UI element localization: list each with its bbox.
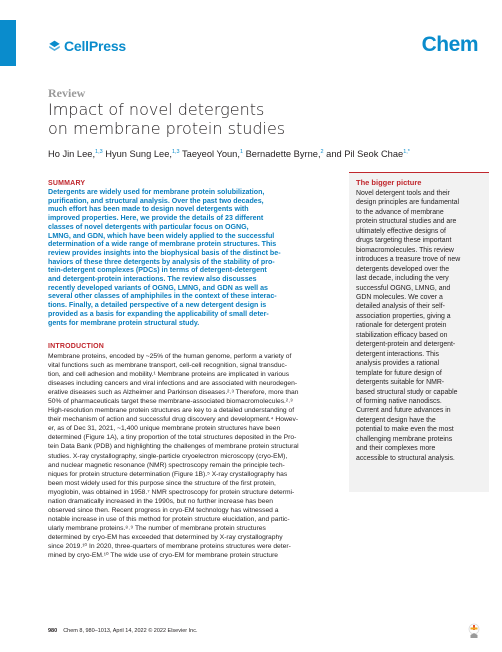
introduction-line: determined by cryo-EM has exceeded that determined by X-ray crystallography (48, 533, 283, 541)
bigger-picture-line: template for future design of (356, 369, 442, 377)
introduction-line: mined by cryo-EM.¹⁰ The wide use of cryo-EM for membrane protein structure (48, 552, 279, 560)
summary-line: determination of a wide range of membrane protein structures. This (48, 240, 277, 249)
introduction-line: diseases including cancers and viral infections and are associated with neurodegen- (48, 380, 298, 388)
page-number: 980 (48, 628, 58, 634)
introduction-line: niques for protein structure determination (Figure 1B).⁵ X-ray crystallography has (48, 470, 288, 478)
introduction-line: and nuclear magnetic resonance (NMR) spectroscopy remain the principle tech- (48, 461, 285, 469)
author[interactable]: Ho Jin Lee,$^{1,3}$ (48, 149, 103, 160)
bigger-picture-line: detergent design have the (356, 416, 436, 424)
introduction-line: er, as of Dec 31, 2021, ~1,400 unique membrane protein structures have been (48, 425, 281, 433)
summary-line: tions. Finally, a detailed perspective of a new detergent design is (48, 301, 267, 310)
author-list (48, 149, 488, 159)
publisher-logo[interactable] (48, 38, 126, 54)
author[interactable]: Bernadette Byrne,$^2$ (243, 149, 324, 160)
introduction-line: studies. X-ray crystallography, single-particle cryoelectron microscopy (cryo-EM), (48, 452, 288, 460)
bigger-picture-line: successful OGNG, LMNG, and (356, 284, 451, 292)
introduction-heading: INTRODUCTION (48, 343, 105, 350)
introduction-text (48, 352, 339, 560)
bigger-picture-line: accessible to structural analysis. (356, 454, 455, 462)
article-type: Review (48, 86, 86, 100)
summary-line: haviors of these three detergents by analysis of the stability of pro- (48, 257, 275, 266)
bigger-picture-line: to the advance of membrane (356, 208, 444, 216)
bigger-picture-line: stabilization efficacy based on (356, 331, 448, 339)
introduction-line: nation dramatically increased in the 1990s, but no further increase has been (48, 497, 273, 505)
introduction-line: Membrane proteins, encoded by ~25% of the human genome, perform a variety of (48, 353, 292, 360)
introduction-line: erative diseases such as Alzheimer and Parkinson diseases.²˒³ Therefore, more than (48, 389, 299, 397)
summary-line: Detergents are widely used for membrane protein solubilization, (48, 188, 265, 196)
summary-line: LMNG, and GDN, which have been widely applied to the successful (48, 231, 275, 240)
introduction-line: vital functions such as membrane transport, cell-cell recognition, signal transduc- (48, 362, 288, 370)
summary-text (48, 188, 339, 327)
bigger-picture-line: detergent interactions. This (356, 350, 439, 358)
article-title (48, 100, 448, 138)
bigger-picture-heading: The bigger picture (356, 178, 422, 187)
bigger-picture-line: biomacromolecules. This review (356, 246, 454, 254)
bigger-picture-line: association properties, giving a (356, 312, 451, 320)
introduction-line: tion, and cell adhesion and mobility.¹ Membrane proteins are implicated in various (48, 371, 290, 379)
summary-line: recently developed variants of OGNG, LMNG, and GDN as well as (48, 283, 268, 292)
bigger-picture-line: potential to make even the most (356, 426, 454, 434)
crossmark-icon[interactable] (468, 623, 480, 639)
cellpress-icon (48, 40, 61, 53)
author[interactable]: Taeyeol Youn,$^1$ (179, 149, 243, 160)
bigger-picture-line: and their complexes more (356, 445, 436, 453)
introduction-line: myoglobin, was obtained in 1958.⁷ NMR spectroscopy for protein structure determi- (48, 488, 295, 496)
bigger-picture-line: GDN molecules. We cover a (356, 293, 443, 301)
title-line: Impact of novel detergents (48, 100, 265, 119)
bigger-picture-line: design principles are fundamental (356, 199, 460, 207)
author[interactable]: and Pil Seok Chae$^{1,*}$ (323, 149, 410, 160)
introduction-line: ularly membrane proteins.⁸˒⁹ The number of membrane protein structures (48, 524, 266, 532)
bigger-picture-line: analysis provides a rational (356, 360, 440, 368)
bigger-picture-text (356, 189, 486, 463)
bigger-picture-line: detailed analysis of their self- (356, 303, 445, 311)
bigger-picture-line: detergents developed over the (356, 265, 450, 273)
introduction-line: notable increase in use of this method for protein structure elucidation, and partic- (48, 515, 290, 523)
summary-line: gents for membrane protein structural study. (48, 318, 200, 327)
summary-line: several other classes of amphiphiles in the context of these interac- (48, 292, 277, 301)
author[interactable]: Hyun Sung Lee,$^{1,3}$ (102, 149, 180, 160)
bigger-picture-line: last decade, including the very (356, 275, 449, 283)
summary-line: and detergent-protein interactions. The review also discusses (48, 275, 257, 284)
bigger-picture-line: protein structural studies and are (356, 218, 457, 226)
journal-logo[interactable]: Chem (421, 33, 478, 56)
introduction-line: been most widely used for this purpose since the structure of the first protein, (48, 479, 276, 487)
bigger-picture-line: detergent-protein and detergent- (356, 341, 456, 349)
introduction-line: their mechanism of action and successful drug discovery and development.⁴ Howev- (48, 416, 299, 424)
bigger-picture-line: of forming native nanodiscs. (356, 397, 442, 405)
summary-line: classes of novel detergents with particular focus on OGNG, (48, 222, 249, 231)
introduction-line: 50% of pharmaceuticals target these membrane-associated biomacromolecules.²˒³ (48, 398, 293, 406)
summary-line: much effort has been made to design novel detergents with (48, 205, 249, 214)
bigger-picture-line: Current and future advances in (356, 407, 451, 415)
introduction-line: since 2019.¹⁰ In 2020, three-quarters of membrane proteins structures were deter- (48, 542, 291, 550)
summary-line: provided as a basis for expanding the applicability of small deter- (48, 309, 269, 318)
brand-tab (0, 20, 16, 66)
publisher-name: CellPress (64, 38, 127, 54)
introduction-line: High-resolution membrane protein structures are key to a detailed understanding of (48, 407, 295, 415)
title-line: on membrane protein studies (48, 119, 286, 138)
bigger-picture-line: challenging membrane proteins (356, 435, 453, 443)
summary-line: purification, and structural analysis. Over the past two decades, (48, 196, 264, 205)
summary-heading: SUMMARY (48, 180, 86, 187)
bigger-picture-line: Novel detergent tools and their (356, 190, 450, 197)
page-footer (48, 628, 198, 634)
citation: Chem 8, 980–1013, April 14, 2022 © 2022 Elsevier Inc. (63, 628, 198, 634)
introduction-line: tein Data Bank (PDB) and highlighting the challenges of membrane protein structural (48, 443, 299, 451)
bigger-picture-line: ultimately effective designs of (356, 227, 446, 235)
bigger-picture-line: rationale for detergent protein (356, 322, 447, 330)
bigger-picture-line: drugs targeting these important (356, 237, 452, 245)
bigger-picture-line: based structural study or capable (356, 388, 458, 396)
bigger-picture-line: introduces a treasure trove of new (356, 256, 461, 264)
bigger-picture-line: detergents suitable for NMR- (356, 379, 445, 387)
introduction-line: observed since then. Recent progress in cryo-EM technology has witnessed a (48, 506, 279, 514)
summary-line: improved properties. Here, we provide the details of 23 different (48, 214, 264, 223)
introduction-line: determined (Figure 1A), a tiny proportion of the total structures deposited in the Pro- (48, 434, 297, 442)
summary-line: review provides insights into the biophysical basis of the distinct be- (48, 248, 281, 257)
summary-line: tein-detergent complexes (PDCs) in terms of detergent-detergent (48, 266, 267, 275)
